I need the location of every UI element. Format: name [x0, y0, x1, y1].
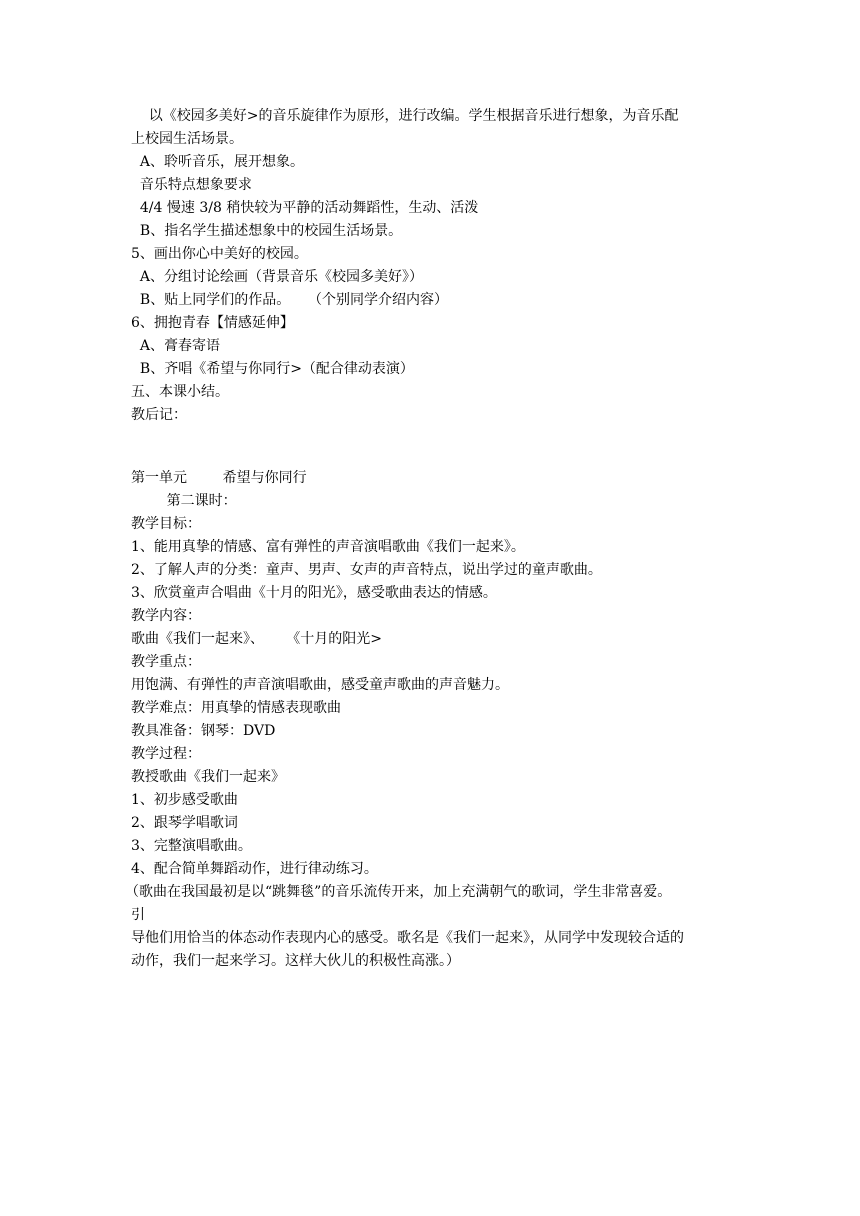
section-heading: 教学重点：: [131, 654, 201, 670]
unit-heading: 第一单元 希望与你同行: [131, 470, 307, 486]
text-line: B、齐唱《希望与你同行>（配合律动表演）: [131, 361, 414, 377]
lesson-heading: 第二课时：: [131, 493, 237, 509]
text-line: 4/4 慢速 3/8 稍快较为平静的活动舞蹈性，生动、活泼: [131, 200, 479, 216]
text-line: 2、跟琴学唱歌词: [131, 815, 238, 831]
text-line: 3、完整演唱歌曲。: [131, 838, 252, 854]
text-line: 3、欣赏童声合唱曲《十月的阳光》，感受歌曲表达的情感。: [131, 585, 497, 601]
text-line: （歌曲在我国最初是以“跳舞毯”的音乐流传开来，加上充满朝气的歌词，学生非常喜爱。: [125, 884, 672, 900]
text-line: 音乐特点想象要求: [131, 177, 252, 193]
text-line: 1、初步感受歌曲: [131, 792, 238, 808]
text-line: 导他们用恰当的体态动作表现内心的感受。歌名是《我们一起来》，从同学中发现较合适的: [131, 930, 684, 946]
text-line: 6、拥抱青春【情感延伸】: [131, 315, 294, 331]
text-line: 引: [131, 907, 145, 923]
text-line: 教授歌曲《我们一起来》: [131, 769, 285, 785]
section-heading: 教学过程：: [131, 746, 201, 762]
text-line: 5、画出你心中美好的校园。: [131, 246, 308, 262]
text-line: A、膏春寄语: [131, 338, 221, 354]
section-heading: 教学内容：: [131, 608, 201, 624]
section-heading: 教学目标：: [131, 516, 201, 532]
text-line: B、贴上同学们的作品。 （个别同学介绍内容）: [131, 292, 448, 308]
text-line: 用饱满、有弹性的声音演唱歌曲，感受童声歌曲的声音魅力。: [131, 677, 509, 693]
text-line: 以《校园多美好>的音乐旋律作为原形，进行改编。学生根据音乐进行想象，为音乐配: [131, 108, 679, 124]
text-line: 教后记：: [131, 407, 187, 423]
text-line: 1、能用真挚的情感、富有弹性的声音演唱歌曲《我们一起来》。: [131, 539, 525, 555]
text-line: 五、本课小结。: [131, 384, 229, 400]
text-line: 4、配合简单舞蹈动作，进行律动练习。: [131, 861, 378, 877]
text-line: 歌曲《我们一起来》、 《十月的阳光>: [131, 631, 382, 647]
text-line: 教具准备：钢琴：DVD: [131, 723, 276, 739]
text-line: 教学难点：用真挚的情感表现歌曲: [131, 700, 341, 716]
text-line: A、聆听音乐，展开想象。: [131, 154, 305, 170]
text-line: A、分组讨论绘画（背景音乐《校园多美好》）: [131, 269, 424, 285]
text-line: B、指名学生描述想象中的校园生活场景。: [131, 223, 403, 239]
text-line: 动作，我们一起来学习。这样大伙儿的积极性高涨。）: [131, 953, 460, 969]
text-line: 2、了解人声的分类：童声、男声、女声的声音特点，说出学过的童声歌曲。: [131, 562, 602, 578]
text-line: 上校园生活场景。: [131, 131, 243, 147]
